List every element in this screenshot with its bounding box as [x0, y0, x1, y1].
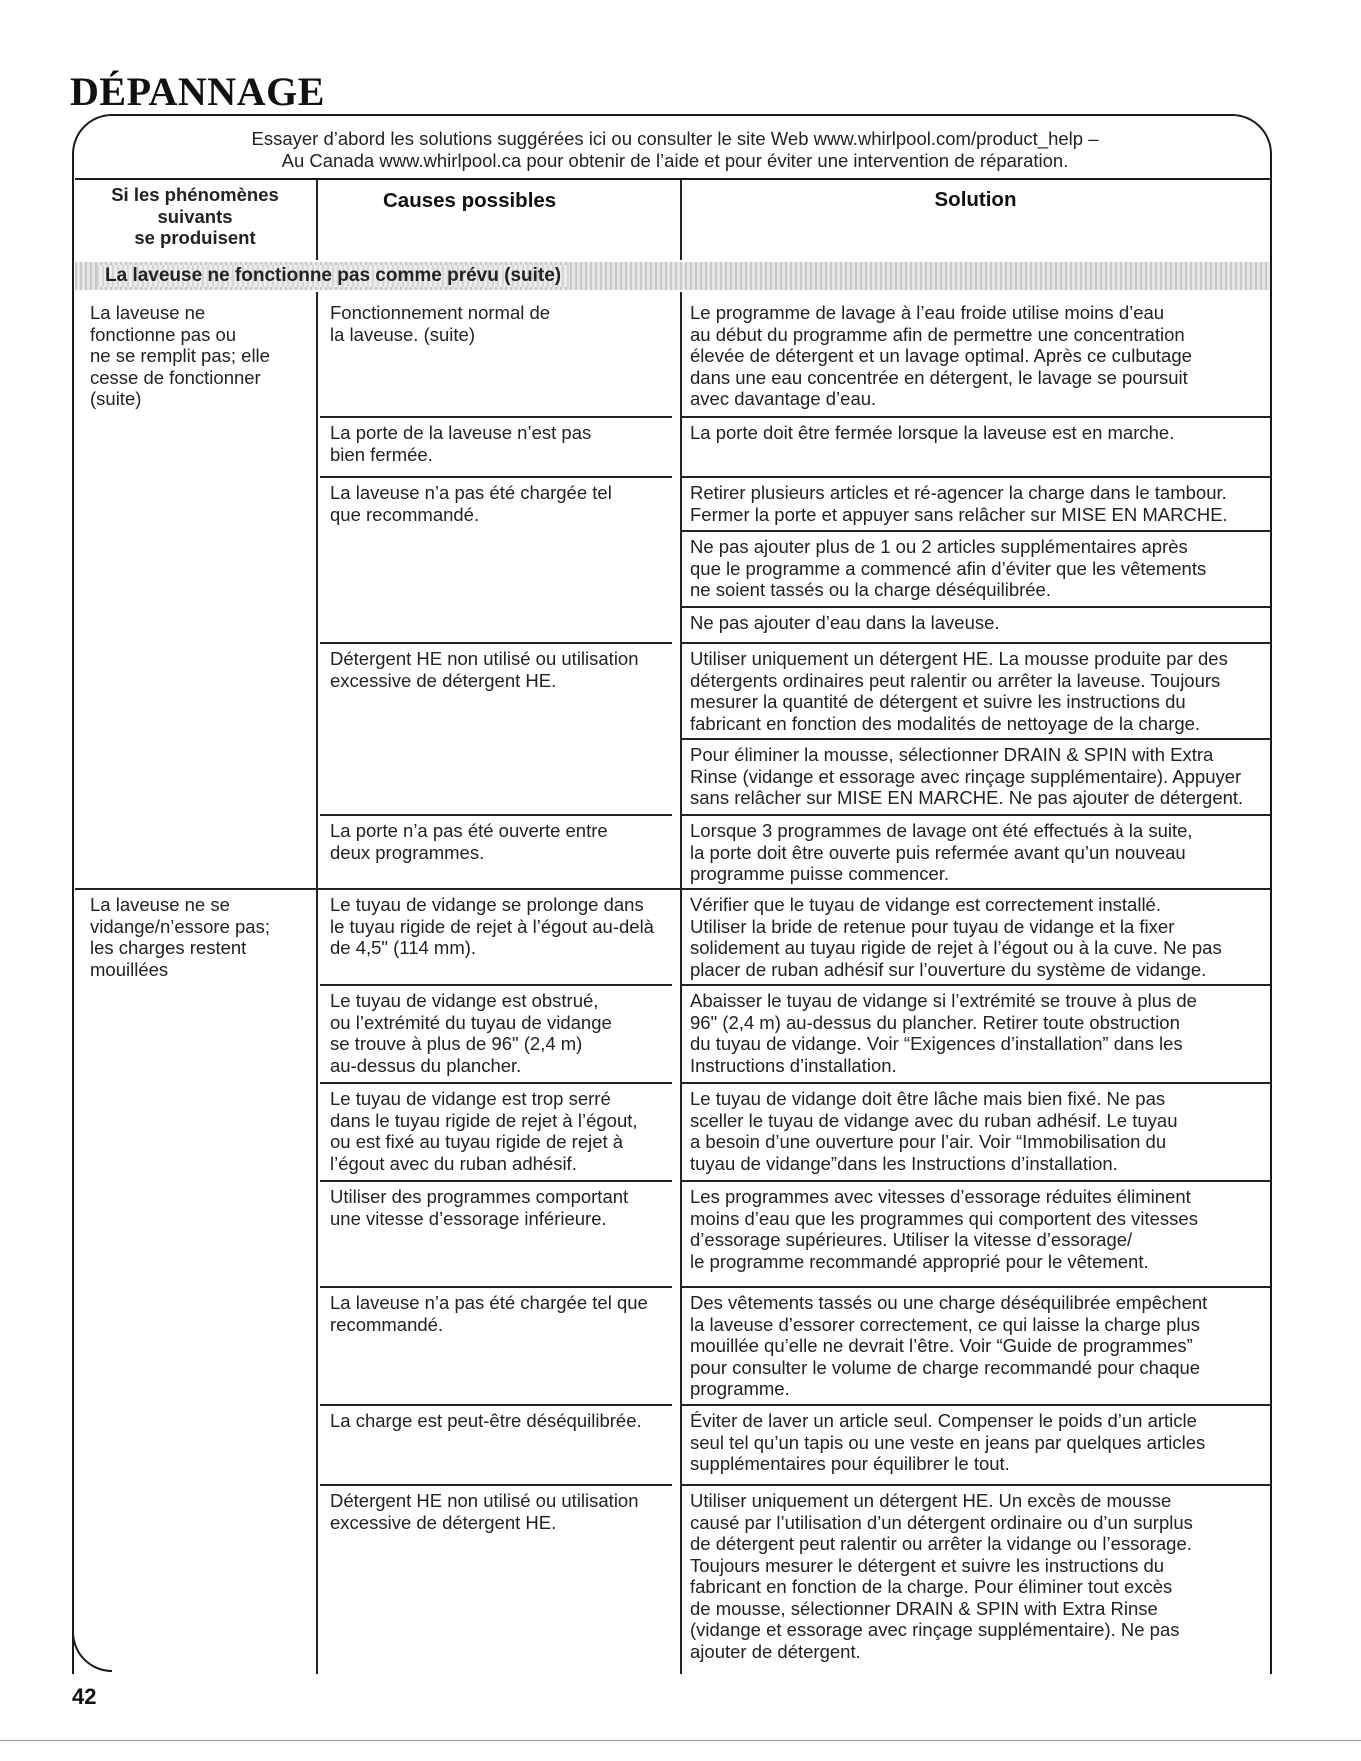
cause-text: Le tuyau de vidange est trop serré dans le tuyau rigide de rejet à l’égout, ou est fixé au tuyau rigide de rejet à l’égout avec du ruban adhésif.: [330, 1088, 638, 1174]
solution-text: Le tuyau de vidange doit être lâche mais bien fixé. Ne pas sceller le tuyau de vidange avec du ruban adhésif. Le tuyau a besoin d’une ouverture pour l’air. Voir “Immobilisation du tuyau de vidange”dans les Instructions d’installation.: [690, 1088, 1178, 1174]
column-divider-2: [680, 180, 682, 260]
column-divider-1: [316, 292, 318, 1674]
row-divider: [680, 476, 1270, 478]
row-divider: [680, 1404, 1270, 1406]
row-divider: [680, 814, 1270, 816]
row-divider: [320, 984, 672, 986]
solution-text: Ne pas ajouter plus de 1 ou 2 articles supplémentaires après que le programme a commencé afin d’éviter que les vêtements ne soient tassés ou la charge déséquilibrée.: [690, 536, 1207, 600]
section-banner-label: La laveuse ne fonctionne pas comme prévu (suite): [97, 265, 569, 287]
cause-text: La charge est peut-être déséquilibrée.: [330, 1410, 642, 1431]
row-divider: [680, 984, 1270, 986]
symptom-text: La laveuse ne se vidange/n’essore pas; les charges restent mouillées: [90, 894, 270, 980]
row-divider: [680, 416, 1270, 418]
header-symptoms: Si les phénomènes suivants se produisent: [111, 184, 279, 248]
solution-text: Éviter de laver un article seul. Compenser le poids d’un article seul tel qu’un tapis ou une veste en jeans par quelques articles supplémentaires pour équilibrer le tout.: [690, 1410, 1206, 1474]
solution-text: Utiliser uniquement un détergent HE. La mousse produite par des détergents ordinaires peut ralentir ou arrêter la laveuse. Toujours mesurer la quantité de détergent et suivre les instructions du fabricant en fonction des modalités de nettoyage de la charge.: [690, 648, 1228, 734]
cause-text: La porte n’a pas été ouverte entre deux programmes.: [330, 820, 608, 863]
solution-text: Ne pas ajouter d’eau dans la laveuse.: [690, 612, 1000, 633]
intro-text: Essayer d’abord les solutions suggérées ici ou consulter le site Web www.whirlpool.com/product_help – Au Canada www.whirlpool.ca pour obtenir de l’aide et pour éviter une intervention de réparation.: [251, 128, 1099, 171]
solution-text: Abaisser le tuyau de vidange si l’extrémité se trouve à plus de 96" (2,4 m) au-dessus du plancher. Retirer toute obstruction du tuyau de vidange. Voir “Exigences d’installation” dans les Instructions d’installation.: [690, 990, 1197, 1076]
column-divider-1: [316, 180, 318, 260]
bottom-rule: [0, 1740, 1361, 1741]
row-divider: [320, 1404, 672, 1406]
row-divider: [320, 1484, 672, 1486]
table-header: [75, 178, 1270, 262]
solution-text: Pour éliminer la mousse, sélectionner DRAIN & SPIN with Extra Rinse (vidange et essorage avec rinçage supplémentaire). Appuyer sans relâcher sur MISE EN MARCHE. Ne pas ajouter de détergent.: [690, 744, 1244, 808]
solution-text: Vérifier que le tuyau de vidange est correctement installé. Utiliser la bride de retenue pour tuyau de vidange et la fixer solidement au tuyau rigide de rejet à l’égout ou à la cuve. Ne pas placer de ruban adhésif sur l’ouverture du système de vidange.: [690, 894, 1222, 980]
row-divider: [680, 738, 1270, 740]
cause-text: Fonctionnement normal de la laveuse. (suite): [330, 302, 551, 345]
row-divider: [680, 1484, 1270, 1486]
row-divider: [680, 1180, 1270, 1182]
row-divider: [680, 530, 1270, 532]
row-divider: [680, 1082, 1270, 1084]
solution-text: Lorsque 3 programmes de lavage ont été effectués à la suite, la porte doit être ouverte puis refermée avant qu’un nouveau programme puisse commencer.: [690, 820, 1193, 884]
solution-text: Des vêtements tassés ou une charge déséquilibrée empêchent la laveuse d’essorer correctement, ce qui laisse la charge plus mouillée qu’elle ne devrait l’être. Voir “Guide de programmes” pour consulter le volume de charge recommandé pour chaque programme.: [690, 1292, 1208, 1399]
page-title: DÉPANNAGE: [70, 69, 325, 114]
solution-text: La porte doit être fermée lorsque la laveuse est en marche.: [690, 422, 1175, 443]
solution-text: Utiliser uniquement un détergent HE. Un excès de mousse causé par l’utilisation d’un détergent ordinaire ou d’un surplus de détergent peut ralentir ou arrêter la vidange ou l’essorage. Toujours mesurer le détergent et suivre les instructions du fabricant en fonction de la charge. Pour éliminer tout excès de mousse, sélectionner DRAIN & SPIN with Extra Rinse (vidange et essorage avec rinçage supplémentaire). Ne pas ajouter de détergent.: [690, 1490, 1193, 1662]
cause-text: La porte de la laveuse n’est pas bien fermée.: [330, 422, 592, 465]
row-divider: [680, 1286, 1270, 1288]
row-divider: [320, 642, 672, 644]
cause-text: Le tuyau de vidange se prolonge dans le tuyau rigide de rejet à l’égout au-delà de 4,5" (114 mm).: [330, 894, 654, 958]
solution-text: Les programmes avec vitesses d’essorage réduites éliminent moins d’eau que les programmes qui comportent des vitesses d’essorage supérieures. Utiliser la vitesse d’essorage/ le programme recommandé approprié pour le vêtement.: [690, 1186, 1198, 1272]
section-banner: [75, 262, 1270, 290]
row-divider: [320, 1082, 672, 1084]
page-number: 42: [72, 1684, 97, 1709]
group-divider: [75, 888, 1270, 890]
solution-text: Retirer plusieurs articles et ré-agencer la charge dans le tambour. Fermer la porte et appuyer sans relâcher sur MISE EN MARCHE.: [690, 482, 1228, 525]
header-causes: Causes possibles: [383, 189, 557, 212]
row-divider: [680, 606, 1270, 608]
row-divider: [320, 1286, 672, 1288]
cause-text: La laveuse n’a pas été chargée tel que recommandé.: [330, 482, 612, 525]
row-divider: [320, 814, 672, 816]
cause-text: La laveuse n’a pas été chargée tel que recommandé.: [330, 1292, 648, 1335]
solution-text: Le programme de lavage à l’eau froide utilise moins d’eau au début du programme afin de permettre une concentration élevée de détergent et un lavage optimal. Après ce culbutage dans une eau concentrée en détergent, le lavage se poursuit avec davantage d’eau.: [690, 302, 1192, 409]
row-divider: [320, 1180, 672, 1182]
cause-text: Détergent HE non utilisé ou utilisation excessive de détergent HE.: [330, 1490, 639, 1533]
cause-text: Utiliser des programmes comportant une vitesse d’essorage inférieure.: [330, 1186, 629, 1229]
column-divider-2: [680, 292, 682, 1674]
header-solution: Solution: [934, 188, 1017, 211]
cause-text: Détergent HE non utilisé ou utilisation excessive de détergent HE.: [330, 648, 639, 691]
row-divider: [680, 642, 1270, 644]
row-divider: [320, 476, 672, 478]
row-divider: [320, 416, 672, 418]
symptom-text: La laveuse ne fonctionne pas ou ne se remplit pas; elle cesse de fonctionner (suite): [90, 302, 270, 409]
cause-text: Le tuyau de vidange est obstrué, ou l’extrémité du tuyau de vidange se trouve à plus de 96" (2,4 m) au-dessus du plancher.: [330, 990, 612, 1076]
